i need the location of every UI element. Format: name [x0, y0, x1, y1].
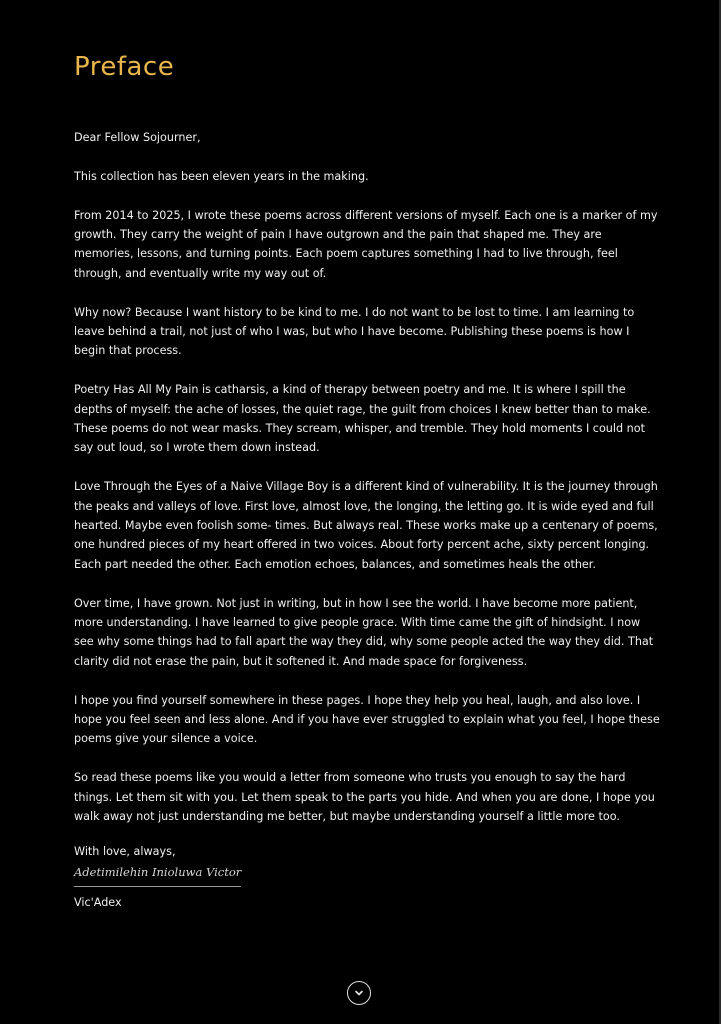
salutation: Dear Fellow Sojourner,	[74, 131, 201, 144]
paragraph-5: Love Through the Eyes of a Naive Village Boy is a different kind of vulnerability. It is the journey through the peaks and valleys of love. First love, almost love, the longing, the letting go. It is wide eyed and full hearted. Maybe even foolish some- times. But always real. These works make up a centenary of poems, one hundred pieces of my heart offered in two voices. About forty percent ache, sixty percent longing. Each part needed the other. Each emotion echoes, balances, and sometimes heals the other.	[74, 480, 658, 571]
scroll-down-button[interactable]	[347, 981, 371, 1005]
signature-name: Vic'Adex	[74, 895, 122, 909]
page-title: Preface	[74, 52, 175, 82]
paragraph-3: Why now? Because I want history to be kind to me. I do not want to be lost to time. I am learning to leave behind a trail, not just of who I was, but who I have become. Publishing these poems is how I begin that process.	[74, 305, 635, 358]
paragraph-4: Poetry Has All My Pain is catharsis, a kind of therapy between poetry and me. It is where I spill the depths of myself: the ache of losses, the quiet rage, the guilt from choices I knew better than to make. These poems do not wear masks. They scream, whisper, and tremble. They hold moments I could not say out loud, so I wrote them down instead.	[74, 383, 651, 455]
signature-block	[74, 842, 662, 912]
handwritten-signature: Adetimilehin Inioluwa Victor	[74, 863, 241, 886]
paragraph-7: I hope you find yourself somewhere in these pages. I hope they help you heal, laugh, and also love. I hope you feel seen and less alone. And if you have ever struggled to explain what you feel, I hope these poems give your silence a voice.	[74, 693, 660, 746]
preface-body	[74, 128, 662, 912]
paragraph-8: So read these poems like you would a letter from someone who trusts you enough to say the hard things. Let them sit with you. Let them speak to the parts you hide. And when you are done, I hope you walk away not just understanding me better, but maybe understanding yourself a little more too.	[74, 771, 655, 824]
closing-line: With love, always,	[74, 844, 176, 858]
chevron-down-icon	[354, 988, 364, 998]
paragraph-6: Over time, I have grown. Not just in writing, but in how I see the world. I have become more patient, more understanding. I have learned to give people grace. With time came the gift of hindsight. I now see why some things had to fall apart the way they did, why some people acted the way they did. That clarity did not erase the pain, but it softened it. And made space for forgiveness.	[74, 596, 654, 668]
paragraph-2: From 2014 to 2025, I wrote these poems across different versions of myself. Each one is a marker of my growth. They carry the weight of pain I have outgrown and the pain that shaped me. They are memories, lessons, and turning points. Each poem captures something I had to live through, feel through, and eventually write my way out of.	[74, 208, 658, 280]
paragraph-1: This collection has been eleven years in the making.	[74, 169, 369, 183]
